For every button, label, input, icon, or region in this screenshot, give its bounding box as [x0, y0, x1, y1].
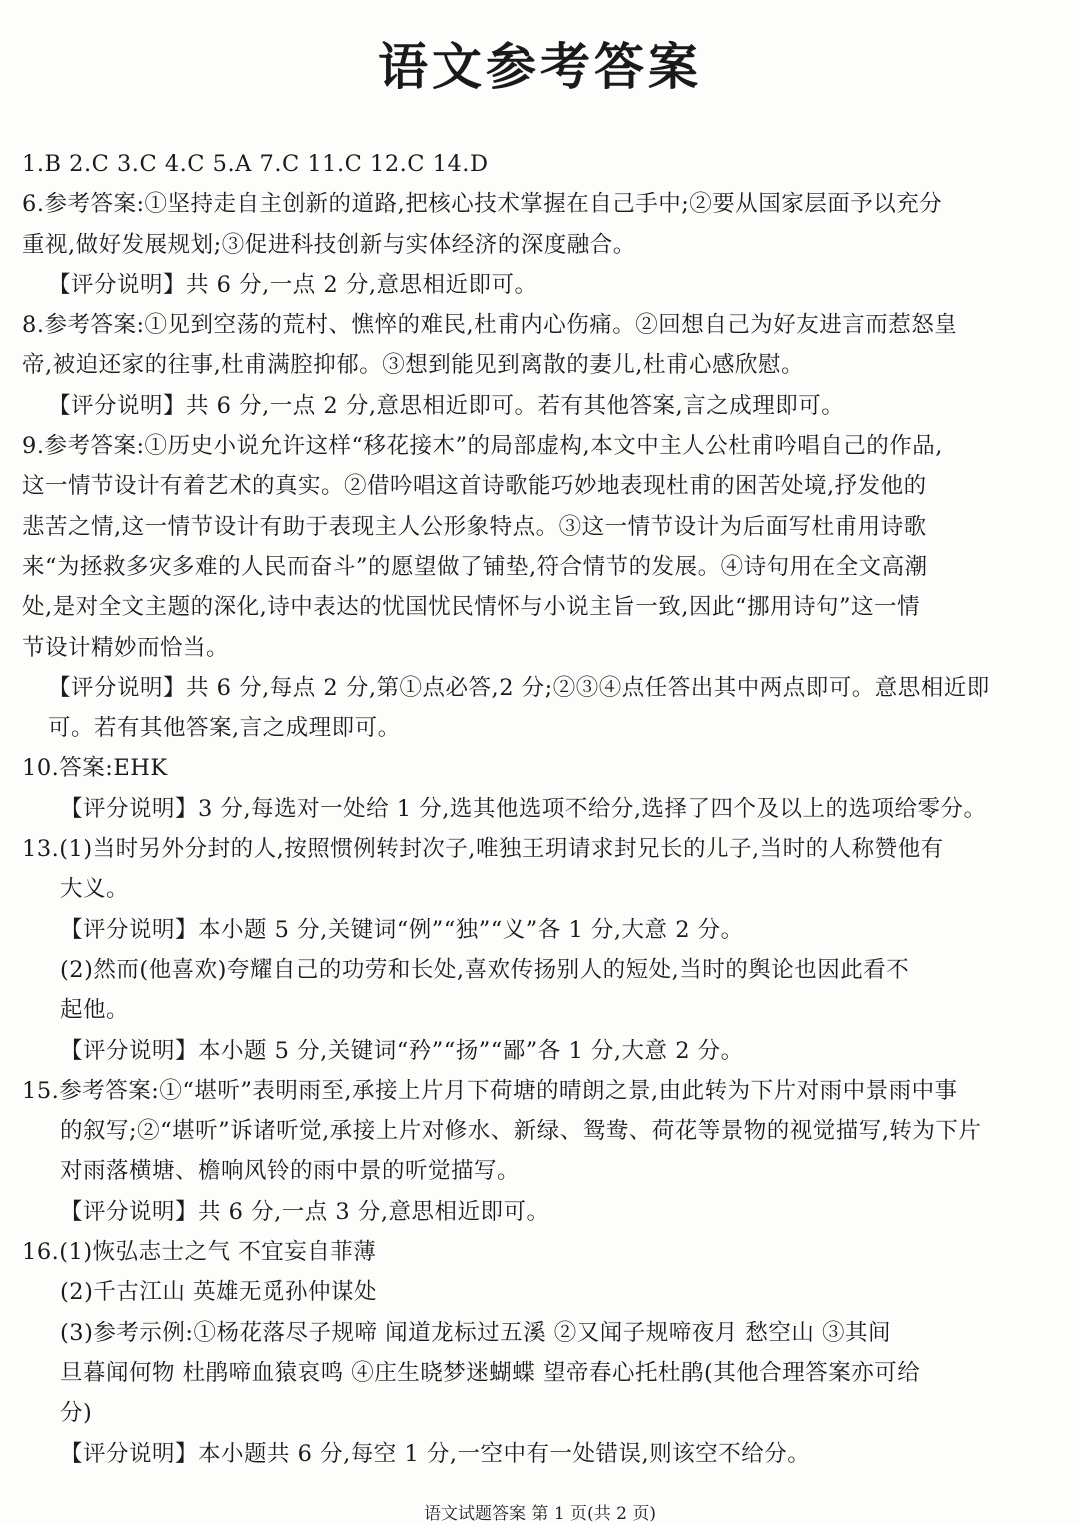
- answer-line: (3)参考示例:①杨花落尽子规啼 闻道龙标过五溪 ②又闻子规啼夜月 愁空山 ③其间: [60, 1319, 892, 1346]
- answer-line: 【评分说明】本小题 5 分,关键词“矜”“扬”“鄙”各 1 分,大意 2 分。: [60, 1037, 744, 1064]
- answer-line: 13.(1)当时另外分封的人,按照惯例转封次子,唯独王玥请求封兄长的儿子,当时的人称赞他有: [22, 836, 944, 863]
- answer-line: 16.(1)恢弘志士之气 不宜妄自菲薄: [22, 1239, 377, 1266]
- answer-line: 【评分说明】本小题 5 分,关键词“例”“独”“义”各 1 分,大意 2 分。: [60, 916, 744, 943]
- answer-line: 节设计精妙而恰当。: [22, 634, 230, 661]
- answer-line: 9.参考答案:①历史小说允许这样“移花接木”的局部虚构,本文中主人公杜甫吟唱自己的作品,: [22, 433, 943, 460]
- answer-line: (2)千古江山 英雄无觅孙仲谋处: [60, 1279, 378, 1306]
- answer-line: 帝,被迫还家的往事,杜甫满腔抑郁。③想到能见到离散的妻儿,杜甫心感欣慰。: [22, 352, 804, 379]
- answer-line: 8.参考答案:①见到空荡的荒村、憔悴的难民,杜甫内心伤痛。②回想自己为好友进言而惹怒皇: [22, 312, 958, 339]
- answer-line: 10.答案:EHK: [22, 755, 168, 782]
- answer-line: 15.参考答案:①“堪听”表明雨至,承接上片月下荷塘的晴朗之景,由此转为下片对雨中景雨中事: [22, 1077, 958, 1104]
- answer-content: [22, 144, 1058, 1474]
- answer-line: 处,是对全文主题的深化,诗中表达的忧国忧民情怀与小说主旨一致,因此“挪用诗句”这一情: [22, 594, 920, 621]
- answer-line: 旦暮闻何物 杜鹃啼血猿哀鸣 ④庄生晓梦迷蝴蝶 望帝春心托杜鹃(其他合理答案亦可给: [60, 1359, 921, 1386]
- answer-line: 对雨落横塘、檐响风铃的雨中景的听觉描写。: [60, 1158, 521, 1185]
- answer-line: 【评分说明】共 6 分,一点 2 分,意思相近即可。: [48, 271, 538, 298]
- answer-line: 大义。: [60, 876, 130, 903]
- answer-line: 悲苦之情,这一情节设计有助于表现主人公形象特点。③这一情节设计为后面写杜甫用诗歌: [22, 513, 927, 540]
- answer-line: 重视,做好发展规划;③促进科技创新与实体经济的深度融合。: [22, 231, 636, 258]
- page-title: 语文参考答案: [378, 38, 702, 96]
- answer-line: 分): [60, 1400, 93, 1427]
- answer-line: 起他。: [60, 997, 130, 1024]
- answer-line: 【评分说明】共 6 分,每点 2 分,第①点必答,2 分;②③④点任答出其中两点即可。意思相近即: [48, 674, 990, 701]
- answer-line: 【评分说明】共 6 分,一点 3 分,意思相近即可。: [60, 1198, 550, 1225]
- answer-line: 【评分说明】3 分,每选对一处给 1 分,选其他选项不给分,选择了四个及以上的选项给零分。: [60, 795, 987, 822]
- answer-line: 可。若有其他答案,言之成理即可。: [48, 715, 401, 742]
- page-footer: 语文试题答案 第 1 页(共 2 页): [424, 1504, 656, 1524]
- answer-line: 来“为拯救多灾多难的人民而奋斗”的愿望做了铺垫,符合情节的发展。④诗句用在全文高潮: [22, 553, 928, 580]
- answer-line: 的叙写;②“堪听”诉诸听觉,承接上片对修水、新绿、鸳鸯、荷花等景物的视觉描写,转为下片: [60, 1118, 982, 1145]
- answer-line: (2)然而(他喜欢)夸耀自己的功劳和长处,喜欢传扬别人的短处,当时的舆论也因此看不: [60, 956, 910, 983]
- answer-line: 1.B 2.C 3.C 4.C 5.A 7.C 11.C 12.C 14.D: [22, 151, 489, 177]
- answer-line: 这一情节设计有着艺术的真实。②借吟唱这首诗歌能巧妙地表现杜甫的困苦处境,抒发他的: [22, 473, 927, 500]
- answer-line: 6.参考答案:①坚持走自主创新的道路,把核心技术掌握在自己手中;②要从国家层面予以充分: [22, 191, 943, 218]
- answer-line: 【评分说明】共 6 分,一点 2 分,意思相近即可。若有其他答案,言之成理即可。: [48, 392, 845, 419]
- answer-line: 【评分说明】本小题共 6 分,每空 1 分,一空中有一处错误,则该空不给分。: [60, 1440, 811, 1467]
